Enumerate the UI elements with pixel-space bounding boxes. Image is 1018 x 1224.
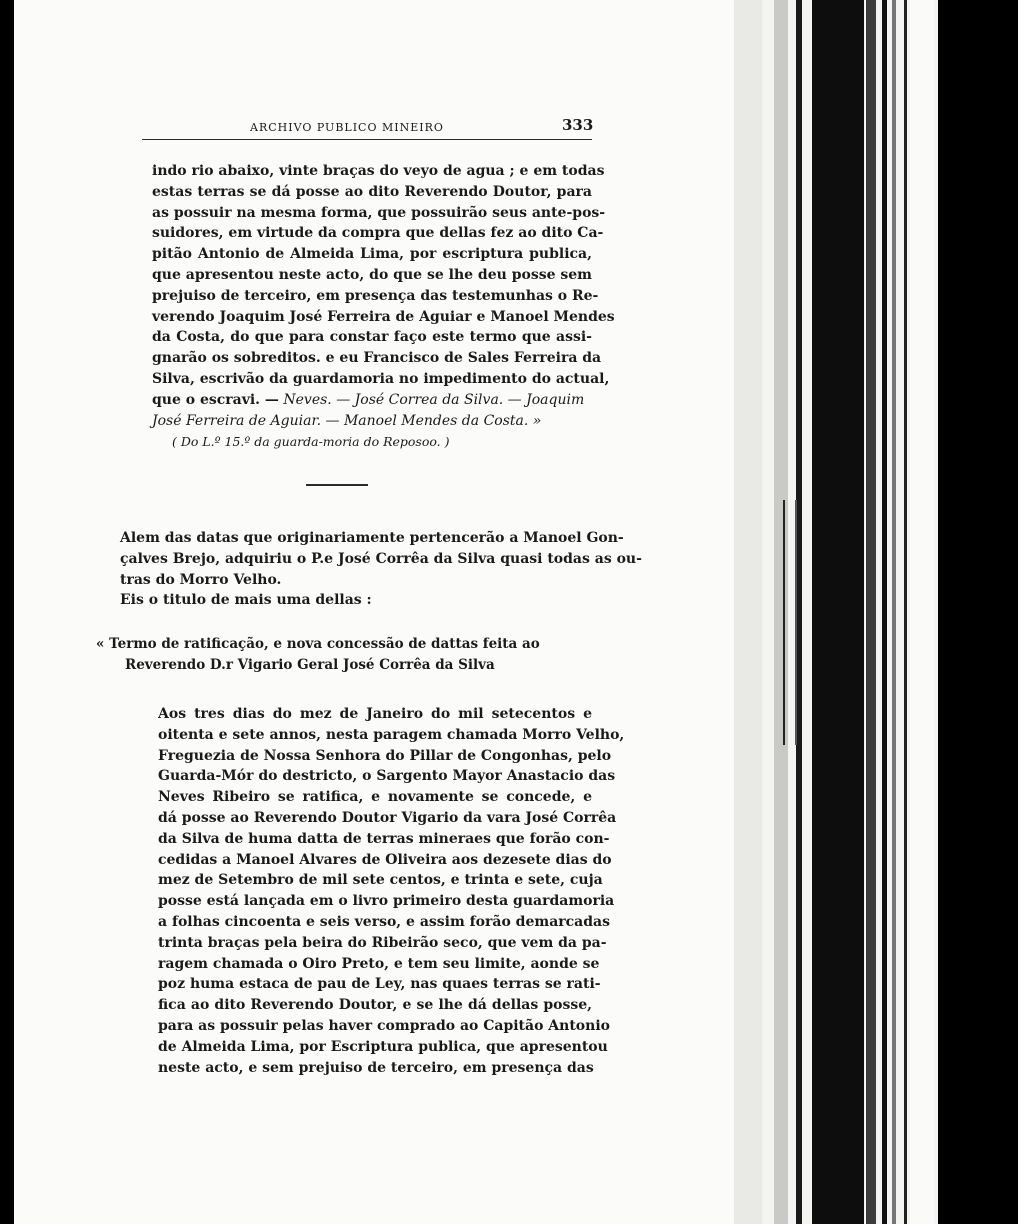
text-line: verendo Joaquim José Ferreira de Aguiar e Manoel Mendes (152, 308, 615, 325)
signature-names-2: José Ferreira de Aguiar. — Manoel Mendes da Costa. » (152, 412, 542, 429)
section-heading-line-2: Reverendo D.r Vigario Geral José Corrêa da Silva (125, 657, 495, 673)
running-title: ARCHIVO PUBLICO MINEIRO (250, 121, 444, 134)
text-line: pitão Antonio de Almeida Lima, por escriptura publica, (152, 246, 592, 263)
book-page (14, 0, 734, 1224)
paragraph-2-intro: Eis o titulo de mais uma dellas : (120, 592, 372, 608)
book-binding (734, 0, 1018, 1224)
text-line: da Costa, do que para constar faço este termo que assi- (152, 329, 592, 346)
text-line: suidores, em virtude da compra que dellas fez ao dito Ca- (152, 225, 604, 242)
text-line: poz huma estaca de pau de Ley, nas quaes terras se rati- (158, 976, 601, 993)
text-line: trinta braças pela beira do Ribeirão seco, que vem da pa- (158, 934, 607, 951)
paragraph-2 (120, 528, 642, 590)
text-line: da Silva de huma datta de terras mineraes que forão con- (158, 830, 610, 847)
paragraph-1 (152, 161, 615, 390)
signature-prefix: que o escravi. — (152, 392, 279, 408)
text-line: gnarão os sobreditos. e eu Francisco de Sales Ferreira da (152, 350, 602, 367)
text-line: Guarda-Mór do destricto, o Sargento Mayor Anastacio das (158, 768, 616, 785)
text-line: que apresentou neste acto, do que se lhe deu posse sem (152, 266, 592, 283)
text-line: Neves Ribeiro se ratifica, e novamente se concede, e (158, 789, 592, 806)
spine-label (783, 500, 797, 745)
text-line: neste acto, e sem prejuiso de terceiro, em presença das (158, 1059, 594, 1076)
text-line: a folhas cincoenta e seis verso, e assim forão demarcadas (158, 913, 610, 930)
text-line: Aos tres dias do mez de Janeiro do mil setecentos e (158, 706, 592, 722)
citation: ( Do L.º 15.º da guarda-moria do Reposoo. ) (172, 434, 450, 449)
text-line: çalves Brejo, adquiriu o P.e José Corrêa da Silva quasi todas as ou- (120, 550, 642, 567)
page-number: 333 (562, 116, 594, 134)
signature-names-1: Neves. — José Correa da Silva. — Joaquim (283, 392, 585, 408)
text-line: posse está lançada em o livro primeiro desta guardamoria (158, 893, 615, 910)
text-line: indo rio abaixo, vinte braças do veyo de agua ; e em todas (152, 163, 605, 179)
text-line: estas terras se dá posse ao dito Reverendo Doutor, para (152, 183, 592, 200)
text-line: fica ao dito Reverendo Doutor, e se lhe dá dellas posse, (158, 997, 592, 1014)
text-line: as possuir na mesma forma, que possuirão seus ante-pos- (152, 204, 606, 221)
text-line: tras do Morro Velho. (120, 571, 282, 588)
text-line: de Almeida Lima, por Escriptura publica, que apresentou (158, 1038, 608, 1055)
header-rule (142, 139, 592, 140)
paragraph-3 (158, 704, 625, 1078)
text-line: prejuiso de terceiro, em presença das testemunhas o Re- (152, 287, 599, 304)
section-heading-line-1: « Termo de ratificação, e nova concessão de dattas feita ao (96, 636, 540, 652)
text-line: para as possuir pelas haver comprado ao Capitão Antonio (158, 1017, 610, 1034)
text-line: Alem das datas que originariamente pertencerão a Manoel Gon- (120, 530, 624, 546)
text-line: dá posse ao Reverendo Doutor Vigario da vara José Corrêa (158, 809, 617, 826)
signature-block (152, 390, 592, 432)
text-line: mez de Setembro de mil sete centos, e trinta e sete, cuja (158, 872, 603, 889)
text-line: ragem chamada o Oiro Preto, e tem seu limite, aonde se (158, 955, 600, 972)
text-line: Freguezia de Nossa Senhora do Pillar de Congonhas, pelo (158, 747, 612, 764)
section-divider (306, 484, 368, 486)
text-line: oitenta e sete annos, nesta paragem chamada Morro Velho, (158, 726, 625, 743)
text-line: cedidas a Manoel Alvares de Oliveira aos dezesete dias do (158, 851, 612, 868)
text-line: Silva, escrivão da guardamoria no impedimento do actual, (152, 370, 610, 387)
